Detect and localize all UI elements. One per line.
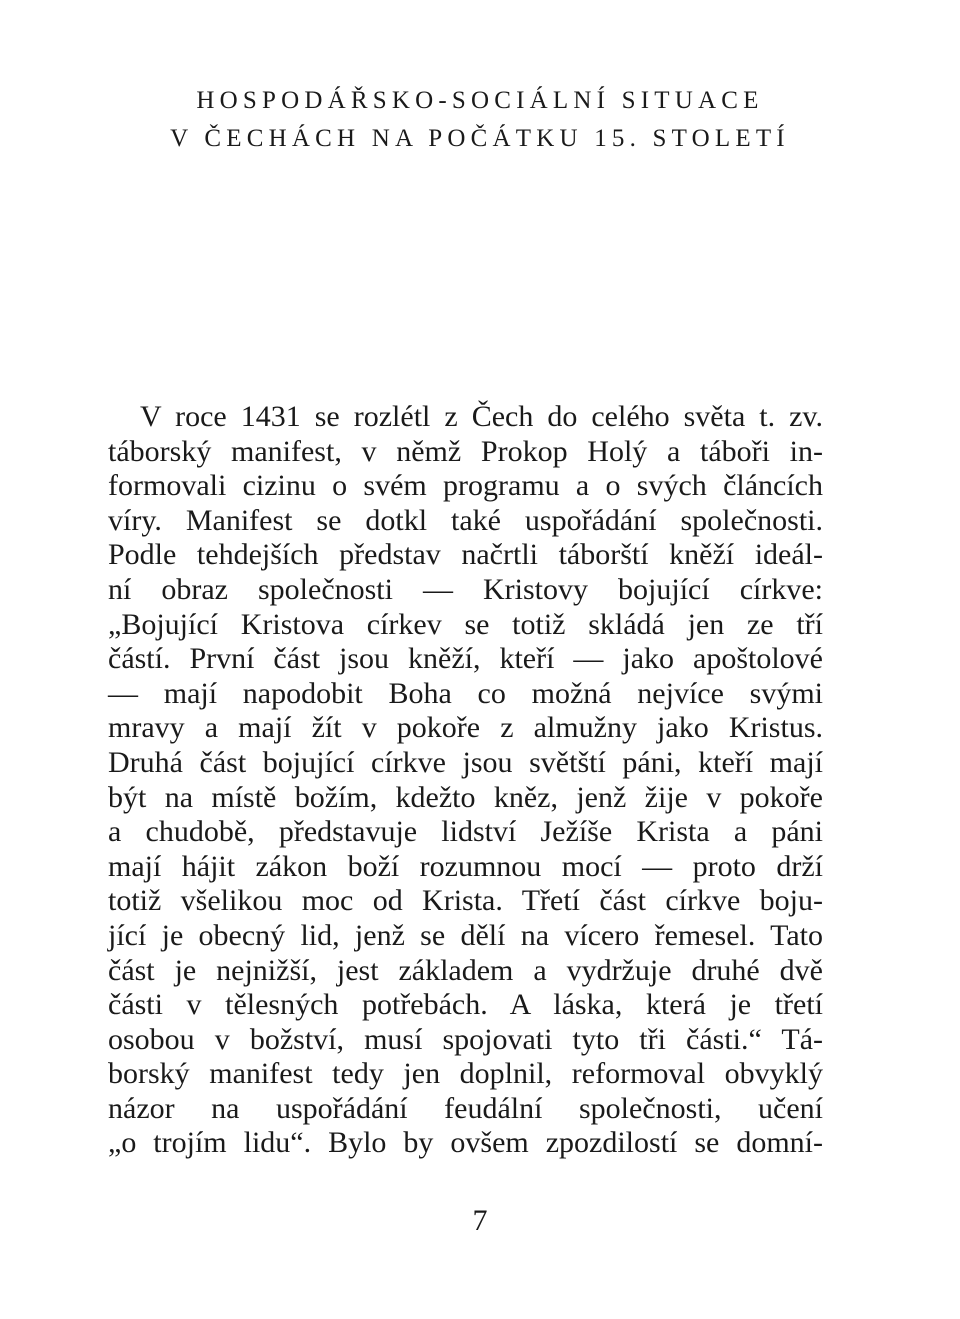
text-line: „o trojím lidu“. Bylo by ovšem zpozdilostí se domní- xyxy=(108,1126,823,1160)
text-line: — mají napodobit Boha co možná nejvíce svými xyxy=(108,676,823,710)
chapter-title-line-2: V ČECHÁCH NA POČÁTKU 15. STOLETÍ xyxy=(170,125,790,152)
text-line: ní obraz společnosti — Kristovy bojující církve: xyxy=(108,572,823,606)
text-line: částí. První část jsou kněží, kteří — jako apoštolové xyxy=(108,642,823,676)
body-paragraph xyxy=(108,400,823,1161)
text-line: borský manifest tedy jen doplnil, reformoval obvyklý xyxy=(108,1057,823,1091)
text-line: části v tělesných potřebách. A láska, která je třetí xyxy=(108,988,823,1022)
chapter-title-line-1: HOSPODÁŘSKO-SOCIÁLNÍ SITUACE xyxy=(196,87,764,114)
chapter-title xyxy=(140,82,820,158)
text-line: názor na uspořádání feudální společnosti, učení xyxy=(108,1091,823,1125)
text-line: mají hájit zákon boží rozumnou mocí — proto drží xyxy=(108,849,823,883)
text-line: osobou v božství, musí spojovati tyto tři části.“ Tá- xyxy=(108,1022,823,1056)
text-line: totiž všelikou moc od Krista. Třetí část církve boju- xyxy=(108,884,823,918)
text-line: být na místě božím, kdežto kněz, jenž žije v pokoře xyxy=(108,780,823,814)
page-number: 7 xyxy=(472,1204,488,1237)
text-line: Podle tehdejších představ načrtli táborští kněží ideál- xyxy=(108,538,823,572)
text-line: mravy a mají žít v pokoře z almužny jako Kristus. xyxy=(108,711,823,745)
text-line: táborský manifest, v němž Prokop Holý a táboři in- xyxy=(108,434,823,468)
text-line: víry. Manifest se dotkl také uspořádání společnosti. xyxy=(108,503,823,537)
text-line: část je nejnižší, jest základem a vydržuje druhé dvě xyxy=(108,953,823,987)
text-line: a chudobě, představuje lidství Ježíše Krista a páni xyxy=(108,815,823,849)
text-line: jící je obecný lid, jenž se dělí na vícero řemesel. Tato xyxy=(108,918,823,952)
text-line: Druhá část bojující církve jsou světští páni, kteří mají xyxy=(108,745,823,779)
text-line: formovali cizinu o svém programu a o svých článcích xyxy=(108,469,823,503)
text-line: V roce 1431 se rozlétl z Čech do celého světa t. zv. xyxy=(140,400,823,433)
text-line: „Bojující Kristova církev se totiž skládá jen ze tří xyxy=(108,607,823,641)
